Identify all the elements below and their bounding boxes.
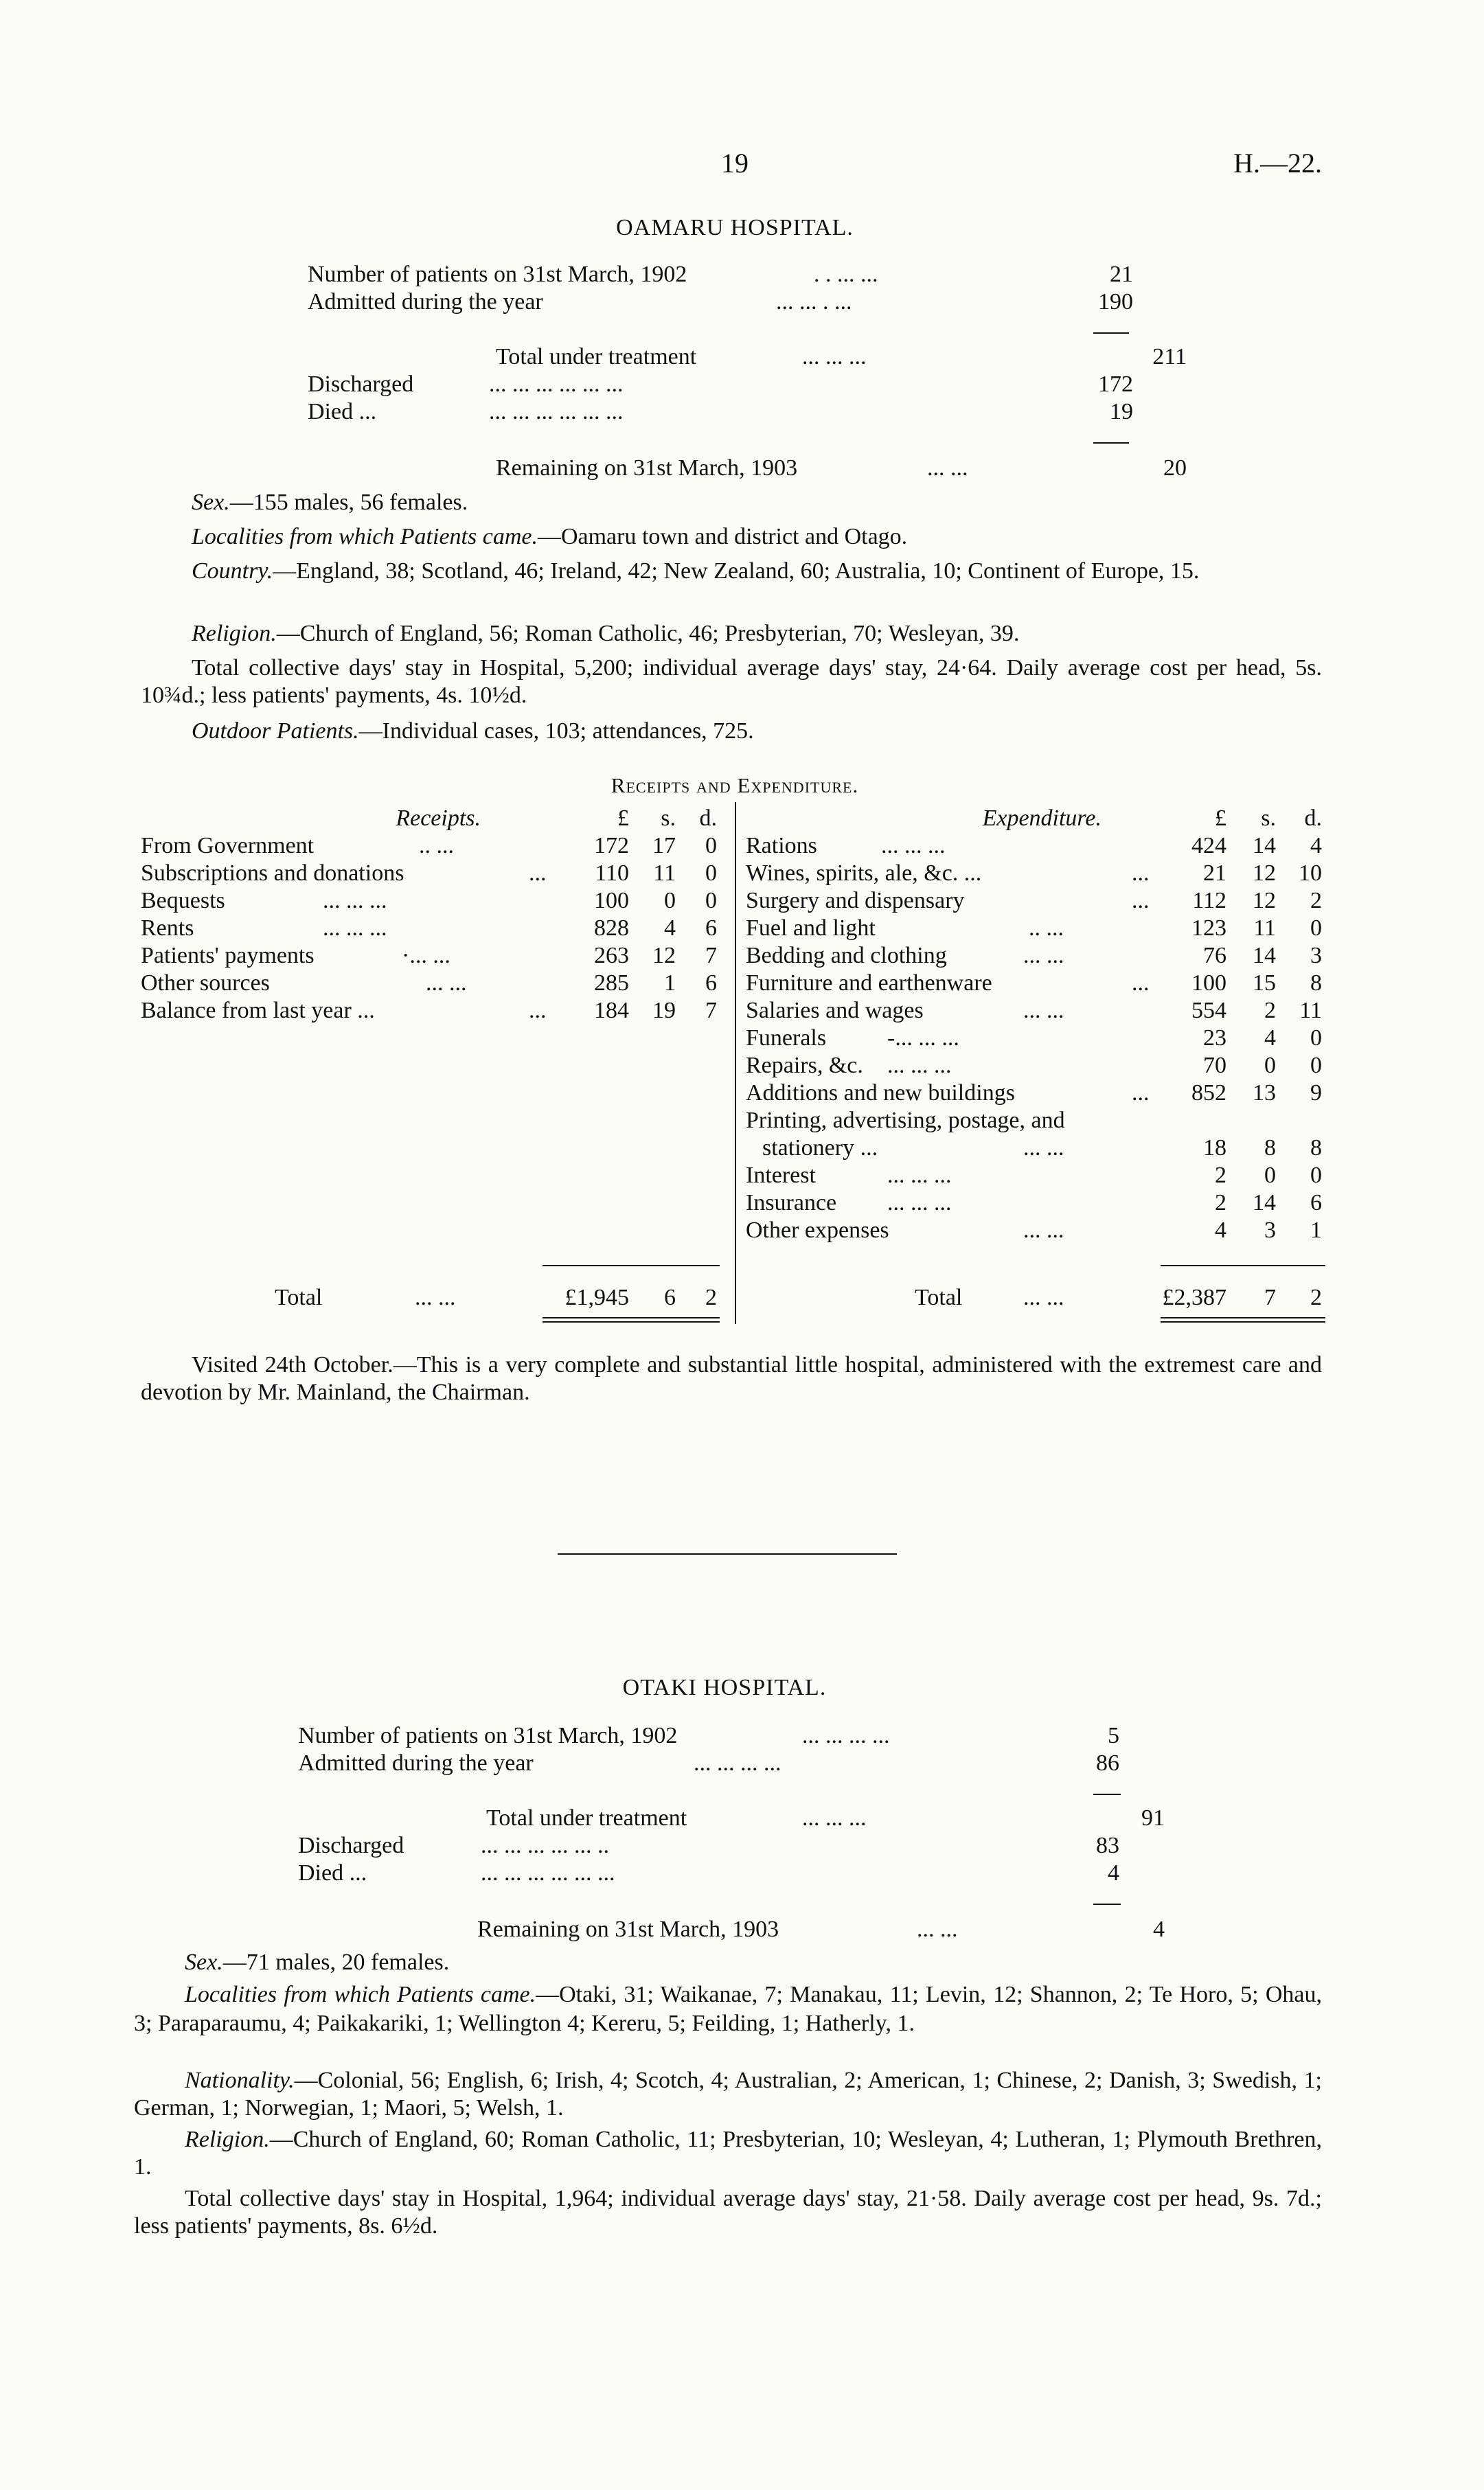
expenditure-label: Insurance: [746, 1190, 837, 1215]
expenditure-pounds: 2: [1215, 1190, 1226, 1215]
oamaru-total-label: Total under treatment: [496, 344, 697, 369]
receipt-shillings: 4: [664, 915, 676, 941]
otaki-total-dots: ... ... ...: [802, 1805, 867, 1831]
oamaru-remaining-label: Remaining on 31st March, 1903: [496, 455, 798, 481]
otaki-total-label: Total under treatment: [486, 1805, 687, 1831]
expenditure-pence: 11: [1299, 998, 1322, 1023]
expenditure-shillings: 2: [1264, 998, 1276, 1023]
expenditure-label: Rations: [746, 833, 817, 858]
receipts-total-pounds: £1,945: [564, 1285, 629, 1310]
receipt-shillings: 1: [664, 970, 676, 996]
expenditure-label: Bedding and clothing: [746, 943, 947, 968]
expenditure-shillings: 14: [1253, 1190, 1276, 1215]
otaki-patients-1902-dots: ... ... ... ...: [802, 1723, 890, 1748]
expenditure-pence: 8: [1310, 970, 1322, 996]
otaki-discharged-value: 83: [1096, 1833, 1119, 1858]
expenditure-pounds: 123: [1191, 915, 1226, 941]
receipt-label: From Government: [141, 833, 315, 858]
receipts-total-rule-top: [543, 1265, 720, 1266]
otaki-nationality: Nationality.—Colonial, 56; English, 6; Irish, 4; Scotch, 4; Australian, 2; American, 1; Chinese, 2; Danish, 3; Swedish, 1; German, 1; Norwegian, 1; Maori, 5; Welsh, 1.: [134, 2068, 1322, 2121]
oamaru-admitted-dots: ... ... . ...: [776, 289, 852, 315]
expenditure-pounds: 852: [1191, 1080, 1226, 1106]
expenditure-dots: ... ...: [1023, 998, 1064, 1023]
expenditure-pounds: 424: [1191, 833, 1226, 858]
receipt-dots: .. ...: [419, 833, 454, 858]
otaki-died-value: 4: [1108, 1860, 1119, 1886]
otaki-admitted-dots: ... ... ... ...: [694, 1750, 781, 1776]
expenditure-dots: -... ... ...: [887, 1025, 959, 1051]
expenditure-label: Surgery and dispensary: [746, 888, 965, 913]
expenditure-pence: 6: [1310, 1190, 1322, 1215]
otaki-died-dots: ... ... ... ... ... ...: [481, 1860, 615, 1886]
oamaru-visited-note: Visited 24th October.—This is a very complete and substantial little hospital, administered with the extremest care and devotion by Mr. Mainland, the Chairman.: [141, 1352, 1322, 1405]
oamaru-outdoor: Outdoor Patients.—Individual cases, 103; attendances, 725.: [192, 718, 754, 744]
receipts-total-shillings: 6: [664, 1285, 676, 1310]
expenditure-dots: ... ... ...: [887, 1163, 952, 1188]
otaki-total-value: 91: [1141, 1805, 1165, 1831]
receipts-total-rule-bottom-1: [543, 1317, 720, 1318]
receipt-pounds: 100: [594, 888, 629, 913]
otaki-title: OTAKI HOSPITAL.: [622, 1675, 827, 1700]
expenditure-dots: ... ... ...: [887, 1053, 952, 1078]
otaki-patients-1902-value: 5: [1108, 1723, 1119, 1748]
expenditure-pence: 3: [1310, 943, 1322, 968]
expenditure-label: stationery ...: [762, 1135, 878, 1161]
receipts-total-pence: 2: [705, 1285, 717, 1310]
expenditure-total-rule-bottom-2: [1161, 1321, 1325, 1323]
page-number: 19: [721, 148, 749, 179]
oamaru-subtotal-rule: [1093, 332, 1129, 334]
oamaru-died-value: 19: [1110, 399, 1133, 424]
oamaru-discharged-dots: ... ... ... ... ... ...: [489, 372, 624, 397]
oamaru-discharged-label: Discharged: [308, 372, 414, 397]
receipts-total-label: Total: [275, 1285, 323, 1310]
oamaru-discharged-value: 172: [1098, 372, 1133, 397]
receipt-dots: ...: [529, 998, 547, 1023]
oamaru-re-divider: [735, 802, 736, 1324]
expenditure-dots: ...: [1132, 888, 1150, 913]
otaki-remaining-label: Remaining on 31st March, 1903: [477, 1917, 779, 1942]
expenditure-pence: 2: [1310, 888, 1322, 913]
expenditure-dots: ...: [1132, 970, 1150, 996]
expenditure-dots: ... ... ...: [887, 1190, 952, 1215]
expenditure-pounds: 554: [1191, 998, 1226, 1023]
expenditure-pounds: 18: [1203, 1135, 1226, 1161]
expenditure-dots: .. ...: [1029, 915, 1064, 941]
otaki-admitted-value: 86: [1096, 1750, 1119, 1776]
expenditure-pence: 1: [1310, 1218, 1322, 1243]
oamaru-expenditure-heading: Expenditure.: [982, 806, 1101, 831]
expenditure-label: Furniture and earthenware: [746, 970, 992, 996]
oamaru-sex: Sex.—155 males, 56 females.: [192, 490, 468, 515]
receipt-pence: 7: [705, 943, 717, 968]
otaki-sex: Sex.—71 males, 20 females.: [185, 1950, 450, 1975]
expenditure-total-pounds: £2,387: [1162, 1285, 1226, 1310]
oamaru-receipts-shillings-head: s.: [661, 806, 676, 831]
receipt-pounds: 172: [594, 833, 629, 858]
receipt-pence: 0: [705, 860, 717, 886]
receipt-shillings: 0: [664, 888, 676, 913]
expenditure-pounds: 2: [1215, 1163, 1226, 1188]
expenditure-shillings: 0: [1264, 1053, 1276, 1078]
expenditure-total-shillings: 7: [1264, 1285, 1276, 1310]
receipt-label: Patients' payments: [141, 943, 315, 968]
expenditure-total-pence: 2: [1310, 1285, 1322, 1310]
oamaru-remaining-dots: ... ...: [927, 455, 968, 481]
receipt-dots: ... ...: [426, 970, 467, 996]
receipt-label: Rents: [141, 915, 194, 941]
receipt-label: Bequests: [141, 888, 225, 913]
expenditure-total-rule-bottom-1: [1161, 1317, 1325, 1318]
expenditure-shillings: 12: [1253, 888, 1276, 913]
expenditure-shillings: 14: [1253, 833, 1276, 858]
oamaru-re-title: Receipts and Expenditure.: [610, 773, 859, 797]
expenditure-dots: ... ...: [1023, 943, 1064, 968]
oamaru-receipts-pounds-head: £: [617, 806, 629, 831]
otaki-subtotal-rule: [1093, 1794, 1121, 1795]
otaki-stay: Total collective days' stay in Hospital, 1,964; individual average days' stay, 21·58. Daily average cost per head, 9s. 7d.; less patients' payments, 8s. 6½d.: [134, 2186, 1322, 2239]
receipt-pounds: 285: [594, 970, 629, 996]
otaki-remaining-dots: ... ...: [917, 1917, 958, 1942]
receipt-pounds: 184: [594, 998, 629, 1023]
page-reference: H.—22.: [1233, 148, 1322, 179]
receipt-label: Subscriptions and donations: [141, 860, 404, 886]
expenditure-pence: 0: [1310, 1025, 1322, 1051]
receipt-pence: 6: [705, 970, 717, 996]
expenditure-pence: 0: [1310, 1053, 1322, 1078]
oamaru-localities: Localities from which Patients came.—Oamaru town and district and Otago.: [192, 524, 908, 549]
oamaru-admitted-label: Admitted during the year: [308, 289, 543, 315]
receipt-pence: 0: [705, 833, 717, 858]
receipt-shillings: 12: [652, 943, 676, 968]
expenditure-label: Printing, advertising, postage, and: [746, 1108, 1065, 1133]
receipt-shillings: 17: [652, 833, 676, 858]
oamaru-total-dots: ... ... ...: [802, 344, 867, 369]
receipt-pence: 0: [705, 888, 717, 913]
expenditure-label: Repairs, &c.: [746, 1053, 863, 1078]
oamaru-receipts-heading: Receipts.: [396, 806, 481, 831]
receipt-pence: 7: [705, 998, 717, 1023]
expenditure-pounds: 70: [1203, 1053, 1226, 1078]
expenditure-label: Funerals: [746, 1025, 827, 1051]
receipt-pounds: 263: [594, 943, 629, 968]
section-separator: [558, 1553, 897, 1555]
expenditure-shillings: 3: [1264, 1218, 1276, 1243]
expenditure-total-label: Total: [915, 1285, 963, 1310]
receipt-label: Other sources: [141, 970, 270, 996]
receipt-dots: ... ... ...: [323, 888, 387, 913]
oamaru-expenditure-pence-head: d.: [1304, 806, 1322, 831]
oamaru-expenditure-shillings-head: s.: [1261, 806, 1276, 831]
expenditure-dots: ... ... ...: [881, 833, 946, 858]
oamaru-died-dots: ... ... ... ... ... ...: [489, 399, 624, 424]
otaki-died-label: Died ...: [298, 1860, 367, 1886]
otaki-discharged-dots: ... ... ... ... ... ..: [481, 1833, 609, 1858]
expenditure-label: Additions and new buildings: [746, 1080, 1015, 1106]
expenditure-pounds: 23: [1203, 1025, 1226, 1051]
otaki-remaining-value: 4: [1153, 1917, 1165, 1942]
receipts-total-rule-bottom-2: [543, 1321, 720, 1323]
expenditure-shillings: 13: [1253, 1080, 1276, 1106]
otaki-patients-1902-label: Number of patients on 31st March, 1902: [298, 1723, 678, 1748]
receipts-total-dots: ... ...: [415, 1285, 456, 1310]
expenditure-label: Salaries and wages: [746, 998, 924, 1023]
expenditure-label: Interest: [746, 1163, 816, 1188]
expenditure-shillings: 0: [1264, 1163, 1276, 1188]
otaki-admitted-label: Admitted during the year: [298, 1750, 534, 1776]
oamaru-patients-1902-dots: . . ... ...: [814, 262, 878, 287]
expenditure-pounds: 76: [1203, 943, 1226, 968]
expenditure-dots: ...: [1132, 860, 1150, 886]
expenditure-pounds: 100: [1191, 970, 1226, 996]
receipt-shillings: 11: [653, 860, 676, 886]
expenditure-label: Other expenses: [746, 1218, 889, 1243]
expenditure-pounds: 21: [1203, 860, 1226, 886]
oamaru-patients-1902-value: 21: [1110, 262, 1133, 287]
otaki-discharged-label: Discharged: [298, 1833, 404, 1858]
expenditure-shillings: 12: [1253, 860, 1276, 886]
otaki-localities: Localities from which Patients came.—Otaki, 31; Waikanae, 7; Manakau, 11; Levin, 12; Shannon, 2; Te Horo, 5; Ohau, 3; Paraparaumu, 4; Paikakariki, 1; Wellington 4; Kereru, 5; Feilding, 1; Hatherly, 1.: [134, 1982, 1322, 2036]
oamaru-remaining-value: 20: [1163, 455, 1187, 481]
oamaru-died-label: Died ...: [308, 399, 377, 424]
expenditure-pounds: 112: [1192, 888, 1226, 913]
oamaru-total-value: 211: [1152, 344, 1187, 369]
oamaru-patients-1902-label: Number of patients on 31st March, 1902: [308, 262, 687, 287]
expenditure-pence: 4: [1310, 833, 1322, 858]
expenditure-pence: 0: [1310, 915, 1322, 941]
receipt-dots: ·... ...: [402, 943, 450, 968]
expenditure-dots: ...: [1132, 1080, 1150, 1106]
receipt-dots: ...: [529, 860, 547, 886]
expenditure-pence: 0: [1310, 1163, 1322, 1188]
expenditure-total-rule-top: [1161, 1265, 1325, 1266]
receipt-pounds: 828: [594, 915, 629, 941]
expenditure-pounds: 4: [1215, 1218, 1226, 1243]
oamaru-stay: Total collective days' stay in Hospital, 5,200; individual average days' stay, 24·64. Daily average cost per head, 5s. 10¾d.; less patients' payments, 4s. 10½d.: [141, 655, 1322, 708]
receipt-dots: ... ... ...: [323, 915, 387, 941]
expenditure-label: Wines, spirits, ale, &c. ...: [746, 860, 982, 886]
expenditure-pence: 9: [1310, 1080, 1322, 1106]
expenditure-dots: ... ...: [1023, 1135, 1064, 1161]
expenditure-label: Fuel and light: [746, 915, 876, 941]
receipt-pence: 6: [705, 915, 717, 941]
oamaru-title: OAMARU HOSPITAL.: [616, 215, 854, 240]
expenditure-pence: 8: [1310, 1135, 1322, 1161]
oamaru-religion: Religion.—Church of England, 56; Roman Catholic, 46; Presbyterian, 70; Wesleyan, 39.: [192, 621, 1020, 646]
oamaru-admitted-value: 190: [1098, 289, 1133, 315]
expenditure-dots: ... ...: [1023, 1218, 1064, 1243]
expenditure-shillings: 8: [1264, 1135, 1276, 1161]
expenditure-pence: 10: [1299, 860, 1322, 886]
oamaru-expenditure-pounds-head: £: [1215, 806, 1226, 831]
expenditure-shillings: 15: [1253, 970, 1276, 996]
otaki-religion: Religion.—Church of England, 60; Roman Catholic, 11; Presbyterian, 10; Wesleyan, 4; Lutheran, 1; Plymouth Brethren, 1.: [134, 2127, 1322, 2180]
receipt-shillings: 19: [652, 998, 676, 1023]
otaki-remaining-rule: [1093, 1904, 1121, 1905]
receipt-label: Balance from last year ...: [141, 998, 375, 1023]
oamaru-country: Country.—England, 38; Scotland, 46; Ireland, 42; New Zealand, 60; Australia, 10; Continent of Europe, 15.: [192, 558, 1200, 584]
expenditure-shillings: 14: [1253, 943, 1276, 968]
expenditure-shillings: 11: [1253, 915, 1276, 941]
oamaru-receipts-pence-head: d.: [699, 806, 717, 831]
oamaru-remaining-rule: [1093, 442, 1129, 444]
expenditure-total-dots: ... ...: [1023, 1285, 1064, 1310]
receipt-pounds: 110: [595, 860, 629, 886]
expenditure-shillings: 4: [1264, 1025, 1276, 1051]
